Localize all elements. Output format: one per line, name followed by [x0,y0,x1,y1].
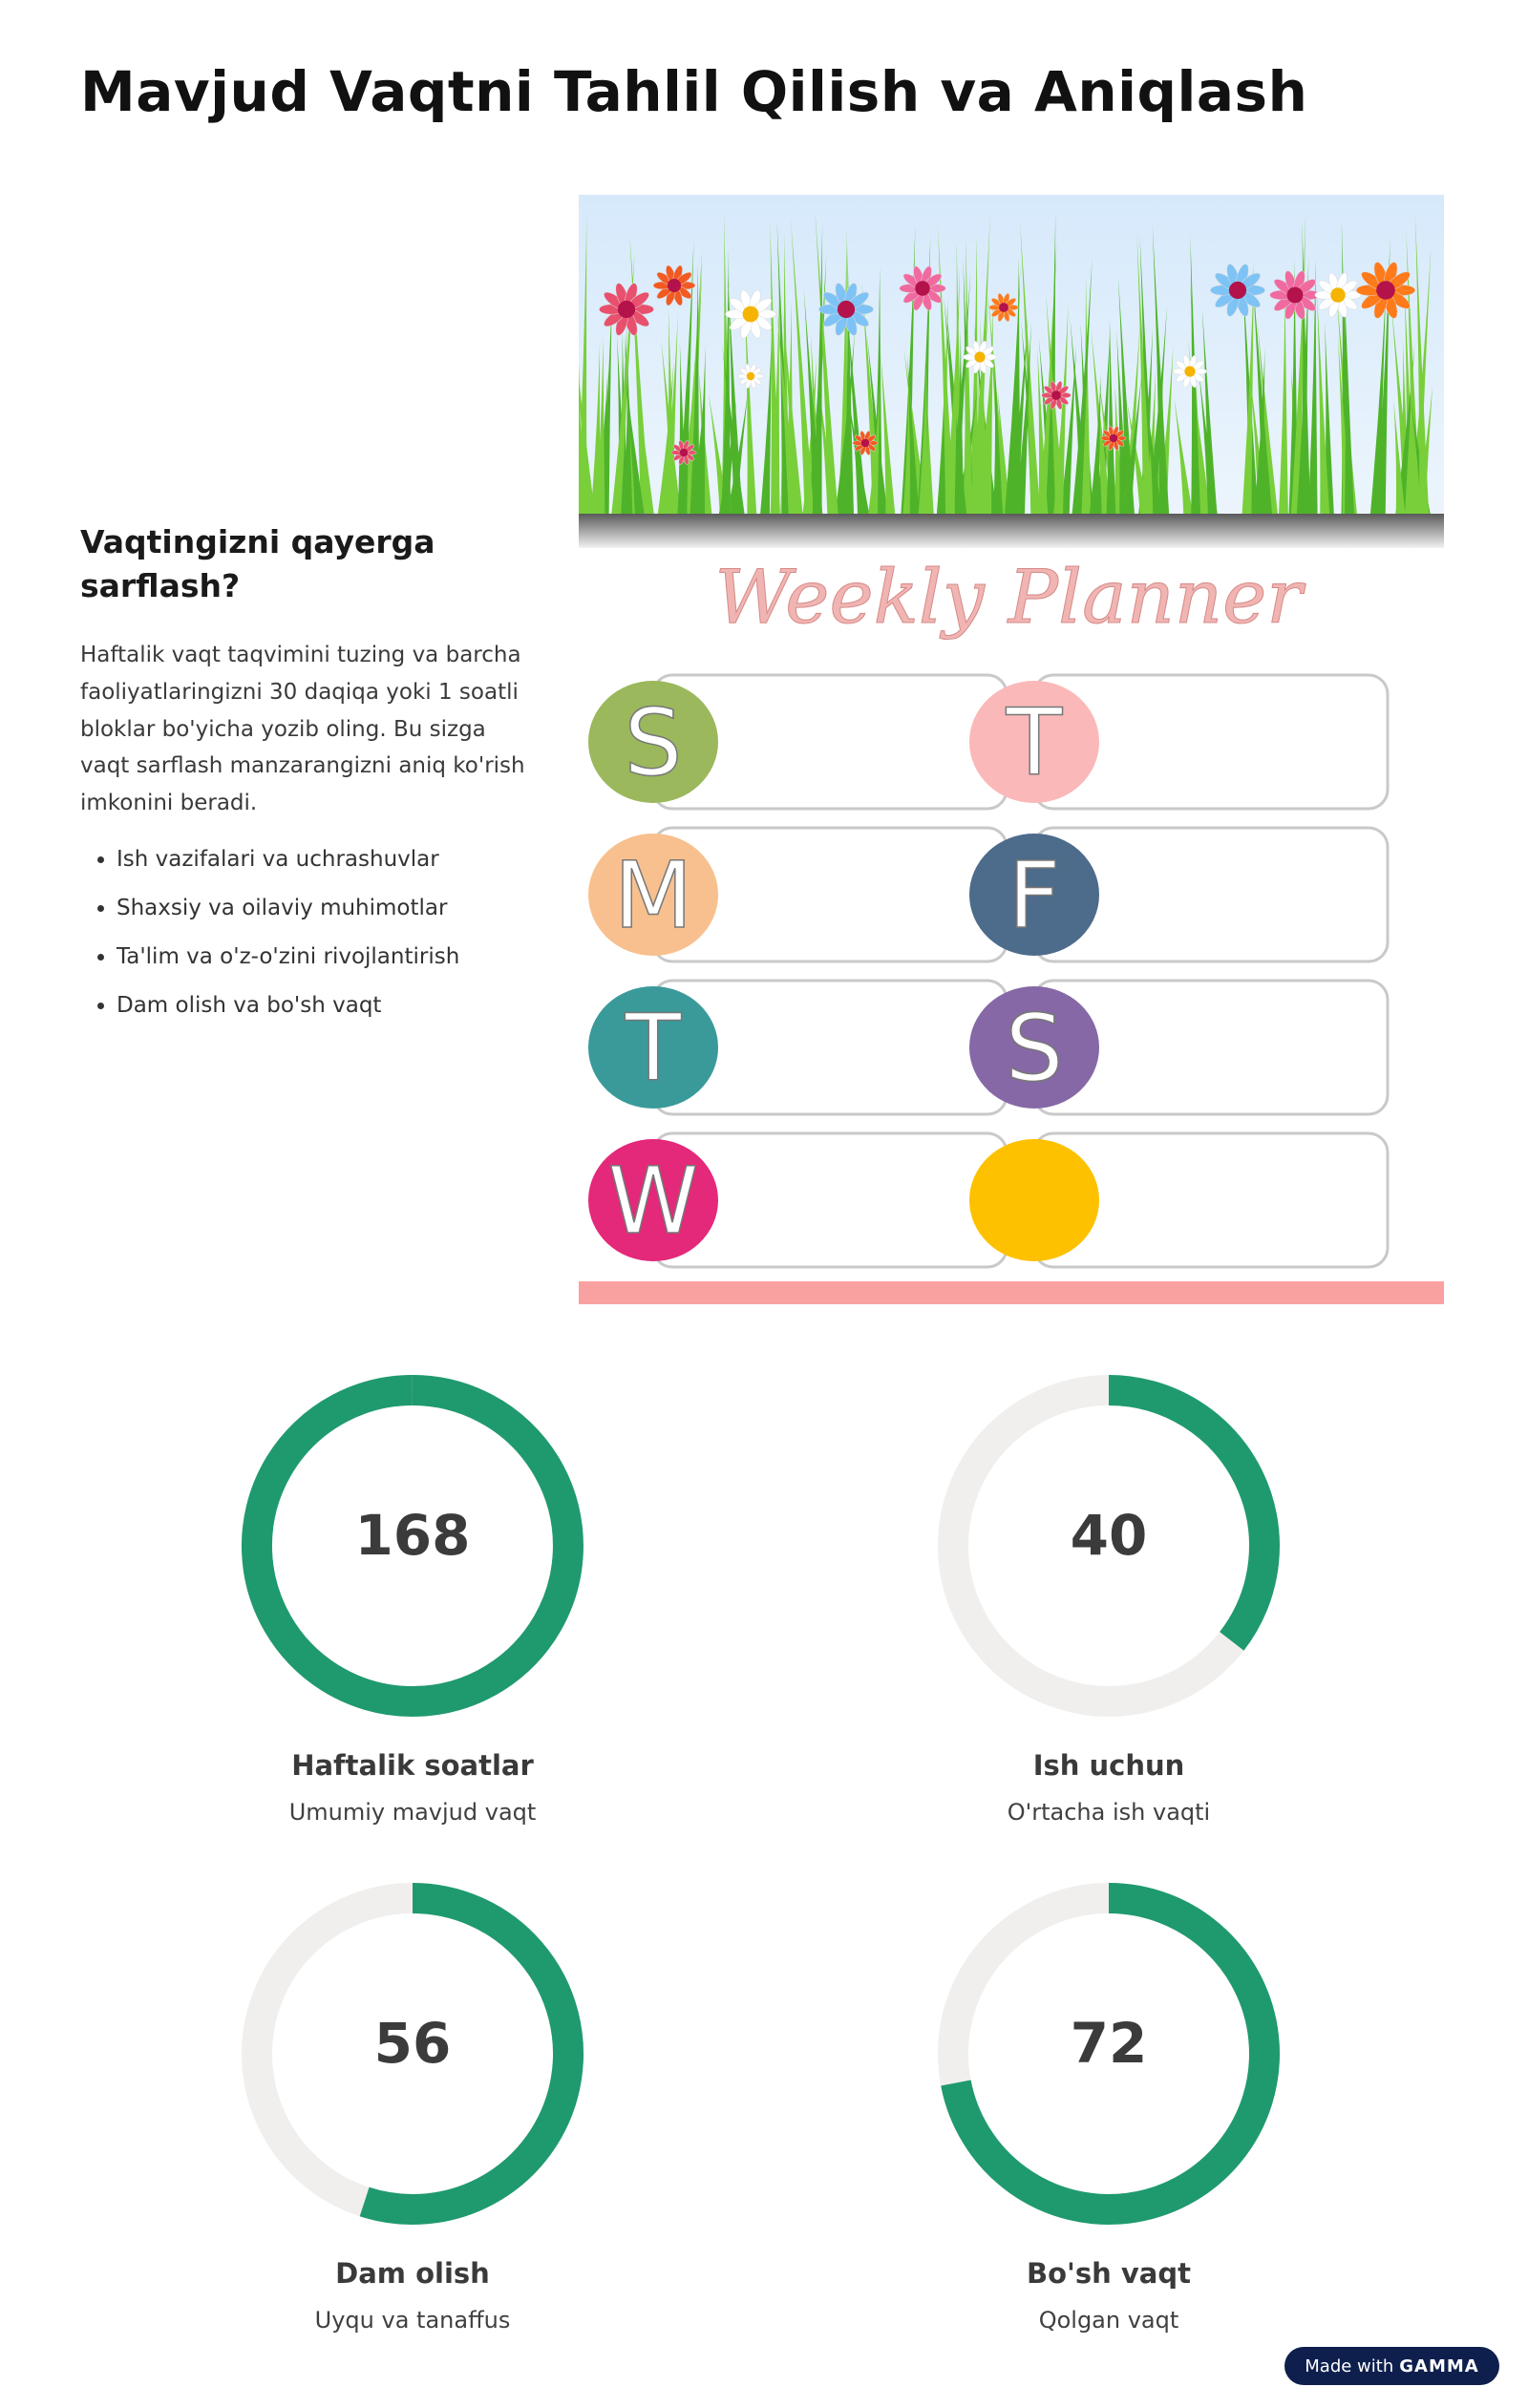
planner-day-letter: S [624,689,683,796]
bullet-list [80,845,539,1021]
badge-brand: GAMMA [1399,2355,1479,2376]
stat-sublabel: Umumiy mavjud vaqt [288,1799,537,1826]
planner-title: Weekly Planner [714,555,1303,641]
stat-sublabel: Uyqu va tanaffus [314,2307,511,2334]
stat-sublabel: O'rtacha ish vaqti [1007,1799,1211,1826]
page-title: Mavjud Vaqtni Tahlil Qilish va Aniqlash [80,59,1308,124]
stat-rest-hours [212,1877,613,2334]
stat-work-hours [908,1369,1309,1826]
planner-day-letter: S [1005,995,1064,1102]
stat-value: 168 [354,1503,471,1568]
stat-label: Dam olish [335,2257,490,2290]
list-item: • Dam olish va bo'sh vaqt [117,991,539,1021]
stat-value: 40 [1070,1503,1148,1568]
list-item: • Shaxsiy va oilaviy muhimotlar [117,894,539,923]
stat-label: Ish uchun [1032,1749,1185,1782]
stat-free-hours [908,1877,1309,2334]
section-body: Haftalik vaqt taqvimini tuzing va barcha faoliyatlaringizni 30 daqiqa yoki 1 soatli bloklar bo'yicha yozib oling. Bu sizga vaqt sarflash manzarangizni aniq ko'rish imkonini beradi. [80,643,525,815]
intro-section [80,520,539,1040]
made-with-gamma-badge[interactable] [1284,2347,1499,2385]
stat-label: Bo'sh vaqt [1026,2257,1191,2290]
list-item: • Ish vazifalari va uchrashuvlar [117,845,539,875]
stat-value: 56 [373,2011,452,2076]
weekly-planner-image [579,195,1444,1304]
planner-day-circle [969,1139,1099,1261]
planner-illustration [579,195,1444,1304]
planner-day-letter: W [607,1148,699,1255]
planner-day-letter: F [1008,842,1061,949]
planner-day-letter: M [613,842,693,949]
stat-value: 72 [1070,2011,1148,2076]
stat-weekly-hours [212,1369,613,1826]
section-heading: Vaqtingizni qayerga sarflash? [80,523,435,605]
stat-label: Haftalik soatlar [291,1749,534,1782]
stat-sublabel: Qolgan vaqt [1038,2307,1179,2334]
planner-day-letter: T [1006,689,1063,796]
planner-day-letter: T [625,995,682,1102]
badge-prefix: Made with [1305,2355,1394,2376]
list-item: • Ta'lim va o'z-o'zini rivojlantirish [117,942,539,972]
